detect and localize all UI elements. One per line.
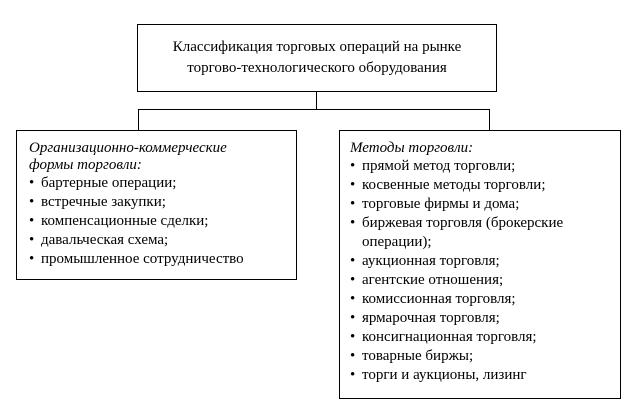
left-item-list (29, 174, 296, 269)
right-list-item (350, 366, 620, 385)
right-list-item-text: косвенные методы торговли; (362, 177, 546, 193)
right-list-item-text: ярмарочная торговля; (362, 310, 500, 326)
bullet-icon: • (350, 329, 356, 345)
bullet-icon: • (350, 348, 356, 364)
left-list-item (29, 212, 296, 231)
bullet-icon: • (29, 232, 35, 248)
right-list-item-text: биржевая торговля (брокерские (362, 215, 564, 231)
bullet-icon: • (29, 251, 35, 267)
bullet-icon: • (350, 367, 356, 383)
left-list-item (29, 250, 296, 269)
right-list-item-text: торги и аукционы, лизинг (362, 367, 527, 383)
left-list-item-text: давальческая схема; (41, 232, 169, 248)
right-list-item (350, 157, 620, 176)
bullet-icon: • (29, 175, 35, 191)
left-list-item (29, 174, 296, 193)
right-list-item (350, 347, 620, 366)
right-list-item (350, 176, 620, 195)
bullet-icon: • (350, 215, 356, 231)
connector-horizontal (138, 109, 490, 110)
left-list-item (29, 193, 296, 212)
right-list-item-text: аукционная торговля; (362, 253, 500, 269)
right-list-item (350, 252, 620, 271)
bullet-icon: • (350, 253, 356, 269)
right-list-item (350, 195, 620, 214)
bullet-icon: • (350, 158, 356, 174)
connector-left-down (138, 109, 139, 130)
left-list-item-text: бартерные операции; (41, 175, 177, 191)
right-list-item (350, 290, 620, 309)
left-list-item-text: встречные закупки; (41, 194, 166, 210)
right-list-item (350, 328, 620, 347)
left-heading-line-1: Организационно-коммерческие (29, 140, 227, 156)
right-list-item-text: агентские отношения; (362, 272, 504, 288)
right-item-list (350, 157, 620, 385)
left-heading (29, 140, 296, 174)
left-list-item-text: промышленное сотрудничество (41, 251, 244, 267)
root-title-line-2: торгово-технологического оборудования (187, 60, 447, 76)
root-classification-box (137, 24, 497, 92)
right-list-item-text: операции); (362, 234, 432, 250)
right-list-item-text: прямой метод торговли; (362, 158, 516, 174)
bullet-icon: • (350, 177, 356, 193)
right-list-item (350, 309, 620, 328)
right-list-item-text: товарные биржы; (362, 348, 474, 364)
bullet-icon: • (350, 196, 356, 212)
right-heading-text: Методы торговли: (350, 140, 474, 156)
trading-methods-box (339, 130, 621, 399)
right-list-item (350, 271, 620, 290)
bullet-icon: • (29, 213, 35, 229)
right-heading (350, 140, 620, 157)
right-list-item-text: консигнационная торговля; (362, 329, 537, 345)
left-list-item-text: компенсационные сделки; (41, 213, 209, 229)
right-list-item (350, 214, 620, 252)
left-heading-line-2: формы торговли: (29, 157, 142, 173)
bullet-icon: • (350, 272, 356, 288)
right-list-item-text: торговые фирмы и дома; (362, 196, 520, 212)
bullet-icon: • (350, 291, 356, 307)
root-title-line-1: Классификация торговых операций на рынке (172, 39, 462, 55)
connector-right-down (489, 109, 490, 130)
connector-root-down (316, 92, 317, 110)
bullet-icon: • (29, 194, 35, 210)
left-list-item (29, 231, 296, 250)
organizational-commercial-forms-box (16, 130, 297, 280)
bullet-icon: • (350, 310, 356, 326)
right-list-item-text: комиссионная торговля; (362, 291, 516, 307)
